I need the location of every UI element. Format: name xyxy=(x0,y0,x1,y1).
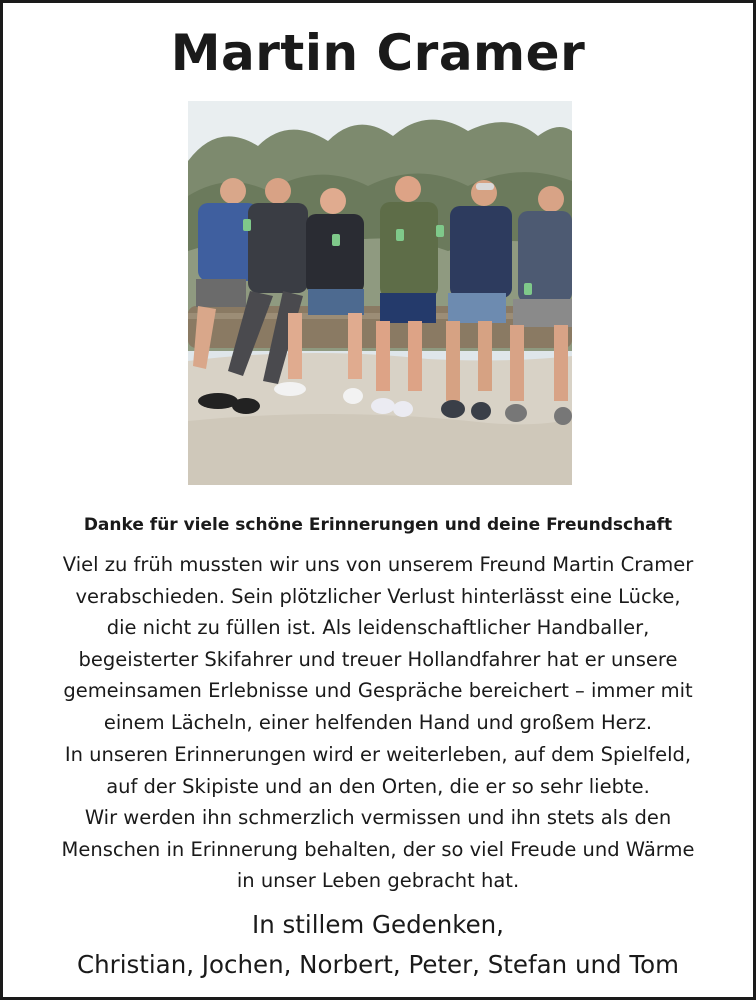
closing-line: In stillem Gedenken, xyxy=(252,910,504,939)
paragraph-line: verabschieden. Sein plötzlicher Verlust hinterlässt eine Lücke, xyxy=(75,584,681,608)
tribute-paragraph-1 xyxy=(23,549,733,738)
subtitle: Danke für viele schöne Erinnerungen und deine Freundschaft xyxy=(83,515,673,535)
paragraph-line: gemeinsamen Erlebnisse und Gespräche bereichert – immer mit xyxy=(63,679,693,702)
paragraph-line: einem Lächeln, einer helfenden Hand und großem Herz. xyxy=(103,710,653,734)
paragraph-line: auf der Skipiste und an den Orten, die er so sehr liebte. xyxy=(106,774,650,798)
paragraph-line: In unseren Erinnerungen wird er weiterleben, auf dem Spielfeld, xyxy=(64,743,692,766)
paragraph-line: Menschen in Erinnerung behalten, der so viel Freude und Wärme xyxy=(61,837,695,861)
signatories: Christian, Jochen, Norbert, Peter, Stefan und Tom xyxy=(76,950,679,979)
group-photo xyxy=(188,101,572,485)
deceased-name: Martin Cramer xyxy=(170,24,586,82)
signature-block xyxy=(3,905,753,985)
paragraph-line: in unser Leben gebracht hat. xyxy=(236,869,520,892)
paragraph-line: Wir werden ihn schmerzlich vermissen und ihn stets als den xyxy=(84,806,672,829)
paragraph-line: begeisterter Skifahrer und treuer Hollandfahrer hat er unsere xyxy=(78,647,678,671)
paragraph-line: Viel zu früh mussten wir uns von unserem Freund Martin Cramer xyxy=(62,553,694,576)
tribute-paragraph-2 xyxy=(23,739,733,897)
paragraph-line: die nicht zu füllen ist. Als leidenschaftlicher Handballer, xyxy=(106,616,650,639)
